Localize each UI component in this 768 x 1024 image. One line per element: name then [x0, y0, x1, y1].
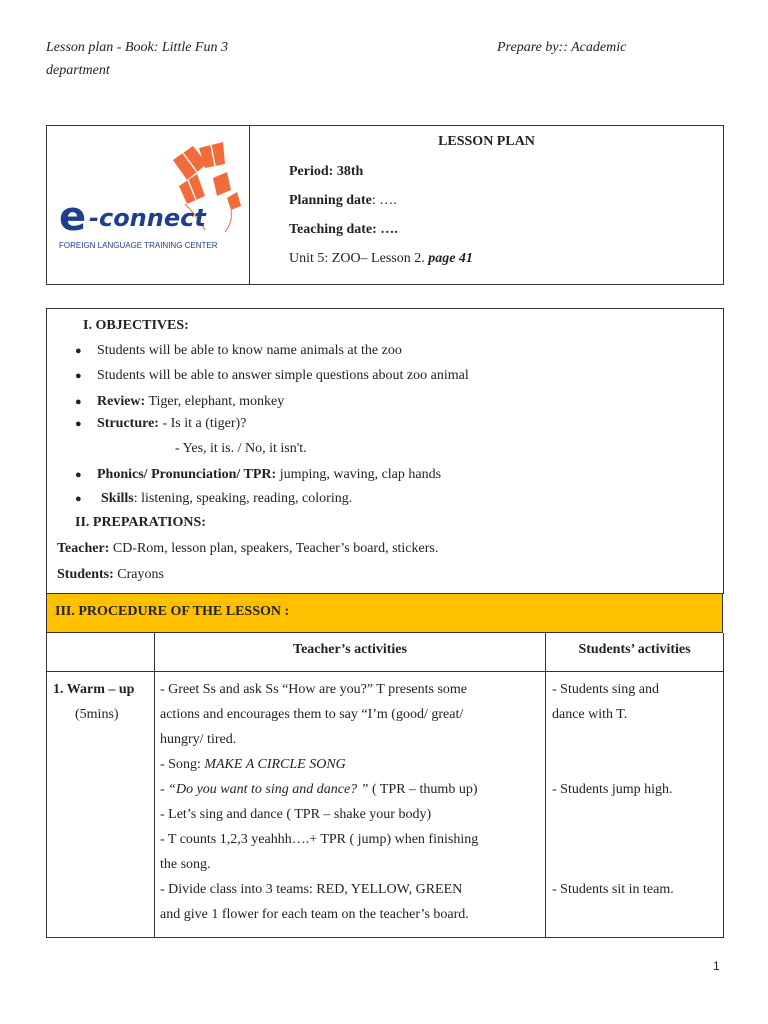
planning-date-label: Planning date — [289, 193, 372, 208]
students-prep-line — [57, 567, 164, 583]
procedure-heading-bar — [46, 593, 723, 633]
students-step-4: - Students sit in team. — [552, 882, 674, 897]
song-question: “Do you want to sing and dance? ” — [168, 782, 369, 797]
teacher-prep-line — [57, 541, 438, 557]
review-text: Tiger, elephant, monkey — [145, 394, 285, 409]
students-step-2: dance with T. — [552, 707, 628, 722]
teacher-step-2: actions and encourages them to say “I’m (good/ great/ — [160, 707, 464, 722]
logo-e-letter: e — [59, 194, 87, 240]
teacher-step-teams: - Divide class into 3 teams: RED, YELLOW, GREEN — [160, 882, 463, 897]
stage-time: (5mins) — [75, 707, 119, 722]
structure-label: Structure: — [97, 416, 159, 431]
teacher-step-1: - Greet Ss and ask Ss “How are you?” T presents some — [160, 682, 468, 697]
lesson-plan-title: LESSON PLAN — [438, 134, 535, 149]
students-label: Students: — [57, 567, 114, 582]
review-label: Review: — [97, 394, 146, 409]
review-line — [97, 394, 284, 410]
planning-date-line — [289, 193, 397, 209]
structure-answer: - Yes, it is. / No, it isn't. — [175, 441, 307, 456]
header-book: Lesson plan - Book: Little Fun 3 — [46, 40, 228, 55]
col-teacher-activities: Teacher’s activities — [293, 642, 407, 657]
structure-text: - Is it a (tiger)? — [158, 416, 247, 431]
structure-line — [97, 416, 246, 432]
skills-line — [101, 491, 352, 507]
objectives-heading: I. OBJECTIVES: — [83, 318, 189, 333]
header-department: department — [46, 63, 110, 78]
lesson-plan-box — [46, 125, 724, 285]
students-text: Crayons — [113, 567, 164, 582]
col-students-activities: Students’ activities — [578, 642, 691, 657]
teacher-step-teams-cont: and give 1 flower for each team on the teacher’s board. — [160, 907, 469, 922]
header-left — [46, 36, 346, 82]
planning-date-value: : …. — [371, 193, 397, 208]
unit-line — [289, 251, 473, 267]
phonics-text: jumping, waving, clap hands — [276, 467, 442, 482]
bullet-icon: ● — [75, 345, 82, 357]
phonics-label: Phonics/ Pronunciation/ TPR: — [97, 467, 277, 482]
teacher-label: Teacher: — [57, 541, 110, 556]
bullet-icon: ● — [75, 493, 82, 505]
preparations-heading: II. PREPARATIONS: — [75, 515, 206, 530]
procedure-heading: III. PROCEDURE OF THE LESSON : — [55, 604, 290, 619]
bullet-icon: ● — [75, 418, 82, 430]
logo-tagline: FOREIGN LANGUAGE TRAINING CENTER — [59, 241, 218, 250]
page-number: 1 — [713, 959, 720, 973]
skills-text: : listening, speaking, reading, coloring. — [133, 491, 353, 506]
period-line: Period: 38th — [289, 164, 364, 179]
bullet-icon: ● — [75, 370, 82, 382]
unit-text: Unit 5: ZOO– Lesson 2. — [289, 251, 429, 266]
unit-page: page 41 — [428, 251, 473, 266]
teacher-step-question: - “Do you want to sing and dance? ” ( TPR – thumb up) — [160, 782, 478, 797]
students-step-3: - Students jump high. — [552, 782, 673, 797]
song-title: MAKE A CIRCLE SONG — [204, 757, 346, 772]
teacher-step-dance: - Let’s sing and dance ( TPR – shake your body) — [160, 807, 432, 822]
bullet-icon: ● — [75, 396, 82, 408]
teacher-step-count-cont: the song. — [160, 857, 211, 872]
e-connect-logo — [55, 134, 243, 276]
teacher-activities — [160, 677, 544, 927]
skills-label: Skills — [101, 491, 134, 506]
students-step-1: - Students sing and — [552, 682, 659, 697]
phonics-line — [97, 467, 441, 483]
logo-connect-word: -connect — [89, 204, 206, 232]
stage-name: 1. Warm – up — [53, 682, 135, 697]
teaching-date-line: Teaching date: …. — [289, 222, 398, 237]
teacher-step-count: - T counts 1,2,3 yeahhh….+ TPR ( jump) when finishing — [160, 832, 479, 847]
teacher-step-3: hungry/ tired. — [160, 732, 237, 747]
objectives-box — [46, 308, 724, 594]
teacher-text: CD-Rom, lesson plan, speakers, Teacher’s board, stickers. — [109, 541, 439, 556]
teacher-step-song: - Song: MAKE A CIRCLE SONG — [160, 757, 346, 772]
objective-item-1: Students will be able to know name animals at the zoo — [97, 343, 402, 358]
objective-item-2: Students will be able to answer simple questions about zoo animal — [97, 368, 469, 383]
header-prepared-by: Prepare by:: Academic — [497, 40, 627, 55]
bullet-icon: ● — [75, 469, 82, 481]
procedure-table — [46, 633, 724, 938]
